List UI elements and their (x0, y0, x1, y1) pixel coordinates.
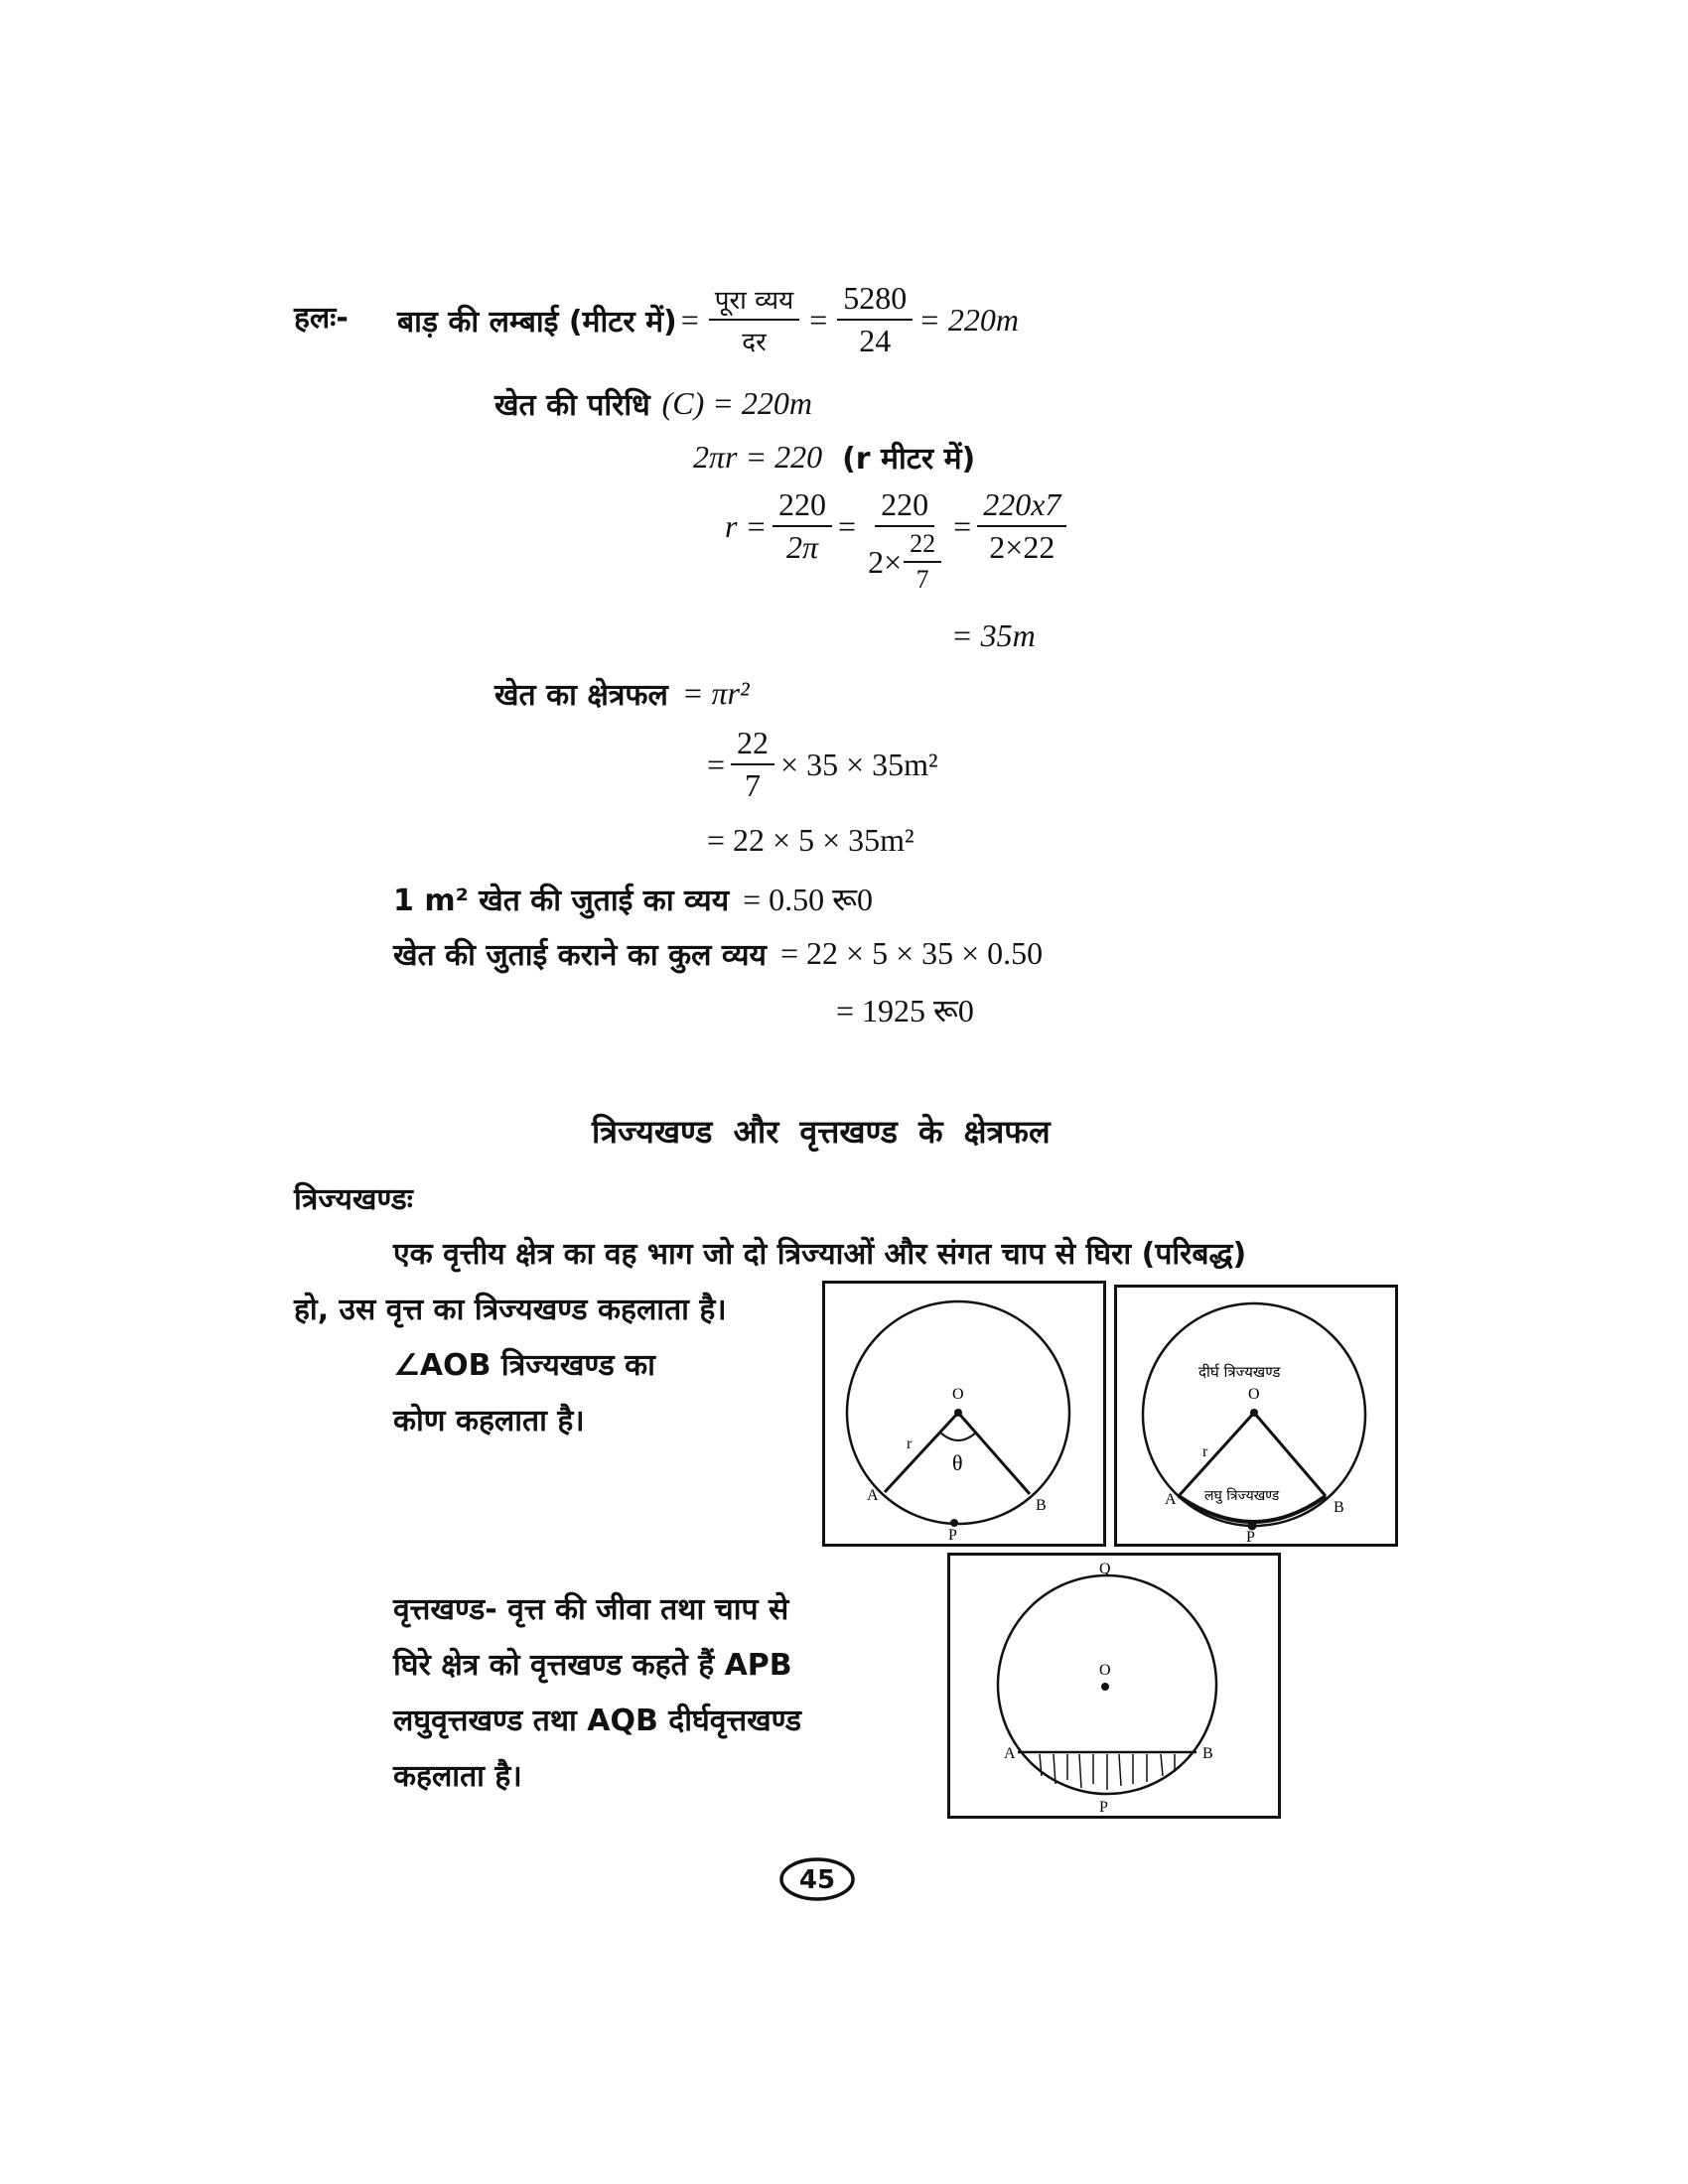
fig3-label-o: O (1099, 1662, 1111, 1679)
fence-length-result: = 220m (918, 301, 1019, 338)
total-cost-result: = 1925 रू0 (836, 993, 974, 1028)
value-numerator: 5280 (837, 280, 913, 321)
r-unit-note: (r मीटर में) (842, 442, 976, 477)
value-fraction (837, 280, 913, 359)
area-step1-num: 22 (731, 725, 774, 765)
fig1-label-a: A (867, 1487, 879, 1504)
segment-line4: कहलाता है। (393, 1759, 522, 1794)
total-cost-label: खेत की जुताई कराने का कुल व्यय (393, 938, 767, 973)
fig2-major-label: दीर्घ त्रिज्यखण्ड (1198, 1363, 1281, 1381)
sector-figure (822, 1281, 1106, 1547)
r-f3-num: 220x7 (977, 486, 1066, 527)
r-fraction-2 (862, 486, 947, 595)
fig2-label-r: r (1202, 1443, 1208, 1460)
fraction-numerator: पूरा व्यय (709, 281, 799, 321)
area-step-1: = $\frac{22}{7}$ × 35 × 35m² (707, 725, 938, 803)
section-heading: त्रिज्यखण्ड और वृत्तखण्ड के क्षेत्रफल (592, 1113, 1051, 1151)
area-step-2: = 22 × 5 × 35m² (707, 822, 914, 858)
r-f2-num: 220 (875, 486, 934, 527)
fig3-label-p: P (1099, 1799, 1108, 1816)
total-cost-line (393, 933, 1043, 974)
r-fraction-1 (773, 486, 832, 566)
segment-line1: वृत्तखण्ड- वृत्त की जीवा तथा चाप से (393, 1592, 789, 1627)
page-number: 45 (798, 1865, 836, 1895)
cost-over-rate-fraction (709, 281, 799, 358)
r-result: = 35m (951, 617, 1036, 653)
fig1-label-p: P (948, 1527, 957, 1544)
fig2-label-p: P (1246, 1529, 1255, 1544)
segment-figure (947, 1553, 1281, 1819)
cost-per-m2-value: = 0.50 रू0 (743, 882, 874, 917)
radius-equation: r = $\frac{220}{2\pi}$ = 220 2× $\frac{22}{7}$ = $\frac{220x7}{2\times 22}$ (725, 486, 1072, 595)
two-pi-r-eq: 2πr = 220 (693, 439, 823, 475)
circumference-label: खेत की परिधि (494, 388, 650, 423)
cost-per-m2-label: 1 m² खेत की जुताई का व्यय (393, 884, 730, 918)
two-pi-r-line (693, 437, 975, 478)
circumference-expr: (C) = 220m (661, 385, 812, 421)
segment-line3: लघुवृत्तखण्ड तथा AQB दीर्घवृत्तखण्ड (393, 1704, 801, 1738)
r-f1-den: 2π (786, 529, 819, 565)
area-expr: = πr² (681, 675, 750, 711)
circumference-line (494, 383, 812, 424)
value-denominator: 24 (859, 323, 892, 358)
total-cost-expr: = 22 × 5 × 35 × 0.50 (779, 935, 1044, 971)
sector-title: त्रिज्यखण्डः (294, 1182, 413, 1217)
fence-length-equation: बाड़ की लम्बाई (मीटर में) = $\frac{\text{पूरा व्यय}}{\text{दर}}$ = $\frac{5280}{24}$ = 220m (397, 280, 1019, 358)
r-f1-num: 220 (773, 486, 832, 527)
fig1-label-theta: θ (952, 1450, 963, 1475)
fig1-label-r: r (907, 1435, 913, 1452)
fig2-minor-label: लघु त्रिज्यखण्ड (1204, 1488, 1280, 1504)
area-step1-den: 7 (745, 767, 762, 803)
fig3-label-q: Q (1099, 1561, 1111, 1577)
area-step1-fraction (731, 725, 774, 804)
r-f2-den-num: 22 (904, 529, 941, 563)
sector-para-line2: हो, उस वृत्त का त्रिज्यखण्ड कहलाता है। (294, 1293, 727, 1327)
page-number-badge (773, 1854, 862, 1904)
fig2-label-a: A (1165, 1491, 1177, 1508)
fig2-label-b: B (1334, 1499, 1344, 1516)
solution-label: हलः- (294, 301, 349, 336)
r-f2-den-a: 2× (868, 543, 903, 580)
fig3-label-b: B (1202, 1745, 1213, 1762)
r-eq: r = (725, 508, 768, 544)
major-minor-sector-figure (1114, 1285, 1398, 1547)
area-line (494, 673, 750, 714)
r-f2-den-den: 7 (915, 565, 929, 594)
area-label: खेत का क्षेत्रफल (494, 678, 668, 713)
fig1-label-o: O (952, 1386, 964, 1403)
fig1-label-b: B (1036, 1497, 1047, 1514)
fence-length-text: बाड़ की लम्बाई (मीटर में) (397, 304, 677, 340)
angle-line2: कोण कहलाता है। (393, 1404, 585, 1438)
fig3-label-a: A (1004, 1745, 1016, 1762)
cost-per-m2-line (393, 878, 873, 920)
area-step1-rest: × 35 × 35m² (780, 746, 938, 782)
angle-line1: ∠AOB त्रिज्यखण्ड का (393, 1348, 655, 1383)
fraction-denominator: दर (742, 328, 767, 357)
segment-line2: घिरे क्षेत्र को वृत्तखण्ड कहते हैं APB (393, 1648, 792, 1683)
sector-para-line1: एक वृत्तीय क्षेत्र का वह भाग जो दो त्रिज्याओं और संगत चाप से घिरा (परिबद्ध) (393, 1237, 1247, 1272)
fig2-label-o: O (1248, 1386, 1260, 1403)
r-fraction-3 (977, 486, 1066, 566)
r-f3-den: 2×22 (989, 529, 1055, 565)
